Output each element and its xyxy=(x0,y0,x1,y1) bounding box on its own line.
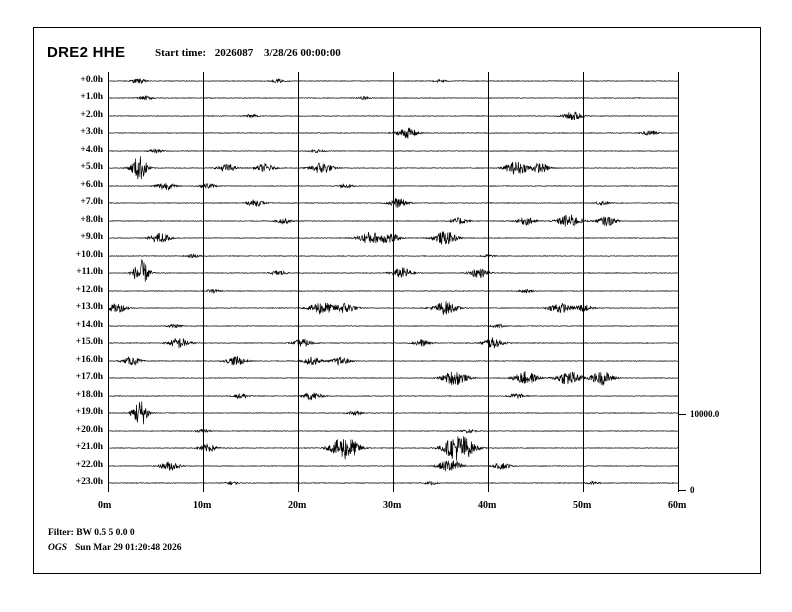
start-time-text xyxy=(155,47,341,59)
start-time-label: Start time: xyxy=(155,47,207,59)
hour-label: +15.0h xyxy=(75,337,103,348)
hour-label: +21.0h xyxy=(75,442,103,453)
hour-label: +4.0h xyxy=(80,144,103,155)
hour-label: +19.0h xyxy=(75,407,103,418)
hour-label: +20.0h xyxy=(75,424,103,435)
x-axis-tick-label: 60m xyxy=(668,500,687,511)
hour-label: +16.0h xyxy=(75,354,103,365)
hour-label: +6.0h xyxy=(80,179,103,190)
hour-label: +3.0h xyxy=(80,127,103,138)
x-axis-tick-label: 20m xyxy=(288,500,307,511)
start-time-date: 3/28/26 00:00:00 xyxy=(264,47,341,59)
trace-row xyxy=(108,468,678,498)
footer-agency-line xyxy=(48,543,181,553)
seismogram-plot xyxy=(108,72,678,492)
hour-label: +22.0h xyxy=(75,459,103,470)
hour-label: +1.0h xyxy=(80,92,103,103)
x-axis-tick-label: 0m xyxy=(98,500,112,511)
start-time-julian: 2026087 xyxy=(214,47,254,59)
hour-label: +13.0h xyxy=(75,302,103,313)
page-title: DRE2 HHE xyxy=(47,44,126,61)
hour-label: +14.0h xyxy=(75,319,103,330)
hour-label: +18.0h xyxy=(75,389,103,400)
x-axis-tick-label: 40m xyxy=(478,500,497,511)
filter-text: Filter: BW 0.5 5 0.0 0 xyxy=(48,528,135,538)
hour-label: +17.0h xyxy=(75,372,103,383)
scale-max-label: 10000.0 xyxy=(690,409,720,419)
render-timestamp: Sun Mar 29 01:20:48 2026 xyxy=(75,543,182,553)
hour-label: +10.0h xyxy=(75,249,103,260)
scale-min-label: 0 xyxy=(690,485,695,495)
hour-label: +23.0h xyxy=(75,477,103,488)
agency-label: OGS xyxy=(48,543,68,553)
hour-label: +0.0h xyxy=(80,74,103,85)
x-axis-tick-label: 50m xyxy=(573,500,592,511)
hour-label: +12.0h xyxy=(75,284,103,295)
hour-label: +8.0h xyxy=(80,214,103,225)
hour-label: +5.0h xyxy=(80,162,103,173)
x-axis-tick-label: 30m xyxy=(383,500,402,511)
x-axis-tick-label: 10m xyxy=(193,500,212,511)
hour-label: +9.0h xyxy=(80,232,103,243)
hour-label: +2.0h xyxy=(80,109,103,120)
hour-label: +11.0h xyxy=(76,267,103,278)
hour-label: +7.0h xyxy=(80,197,103,208)
